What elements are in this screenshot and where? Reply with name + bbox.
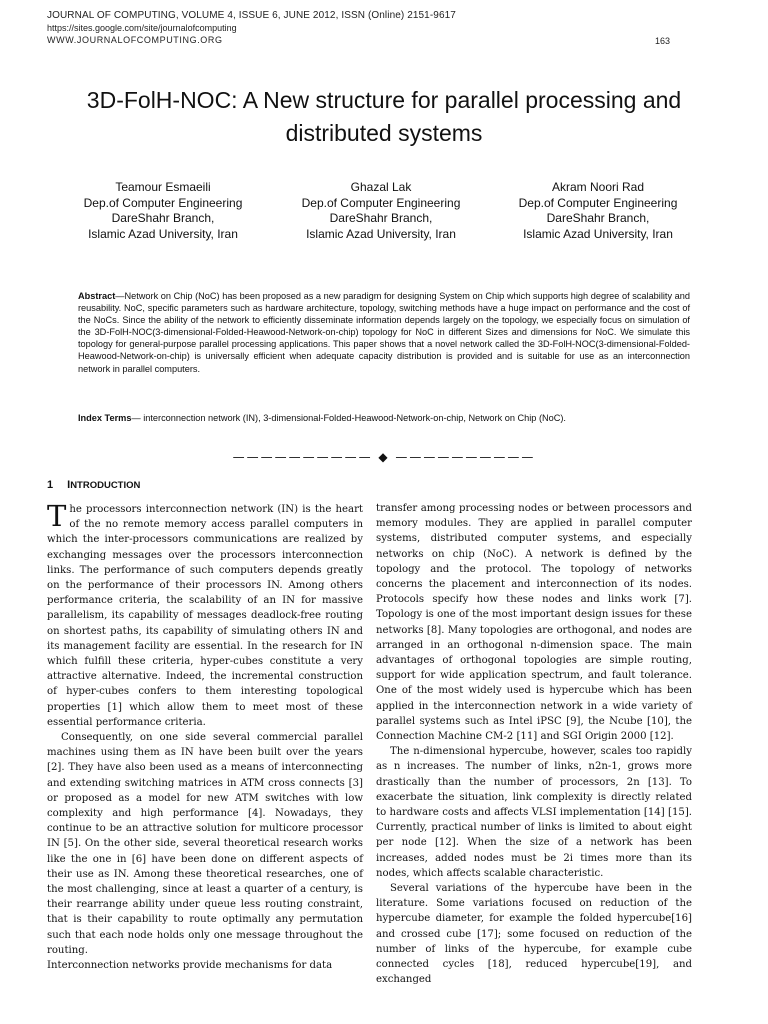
author-1 [48, 180, 278, 242]
paragraph: transfer among processing nodes or between processors and memory modules. They are applied in parallel computer systems, distributed computer systems, and especially networks on chip (NoC). A network is defined by the topology and the protocol. The topology of networks concerns the placement and interconnection of its nodes. Protocols specify how these nodes and links work [7]. Topology is one of the most important design issues for these networks [8]. Many topologies are orthogonal, and nodes are arranged in an orthogonal n-dimension space. The main advantages of orthogonal topologies are simple routing, support for wide application spectrum, and fault tolerance. One of the most widely used is hypercube which has been applied in the interconnection network in a wide variety of parallel systems such as Intel iPSC [9], the Ncube [10], the Connection Machine CM-2 [11] and SGI Origin 2000 [12]. [376, 503, 692, 743]
author-2 [266, 180, 496, 242]
paragraph: Several variations of the hypercube have been in the literature. Some variations focused on reduction of the hypercube diameter, for example the folded hypercube[16] and crossed cube [17]; some focused on reduction of the number of links of the hypercube, for example cube connected cycles [18], reduced hypercube[19], and exchanged [376, 883, 692, 986]
author-dept: Dep.of Computer Engineering [518, 195, 678, 210]
abstract-text: —Network on Chip (NoC) has been proposed as a new paradigm for designing System on Chip which supports high degree of scalability and reusability. NoC, specific parameters such as hardware architecture, topology, switching methods have a huge impact on performance and the cost of the NoCs. Since the ability of the network to efficiently disseminate information depends largely on the topology, we especially focus on simulation of the 3D-FolH-NOC(3-dimensional-Folded-Heawood-Network-on-chip) topology for NoC in different Sizes and dimensions for NoC. We simulate this topology for general-purpose parallel processing applications. This paper shows that a novel network called the 3D-FolH-NOC(3-dimensional-Folded-Heawood-Network-on-chip) is universally efficient when adequate capacity distribution is provided and is suitable for use as an interconnection network in parallel computers. [78, 291, 690, 374]
index-terms-text: — interconnection network (IN), 3-dimensional-Folded-Heawood-Network-on-chip, Network on Chip (NoC). [131, 413, 566, 423]
author-branch: DareShahr Branch, [546, 211, 650, 225]
paragraph-text: he processors interconnection network (IN) is the heart of the no remote memory access parallel computers in which the inter-processors communications are realized by exchanging messages over the processors interconnection links. The performance of such computers depends greatly on the performance of their processors IN. Among others performance criteria, the scalability of an IN for massive parallelism, its capability of messages deadlock-free routing on shortest paths, its capability of simulating others IN and its management facility are essential. In the research for IN which fulfill these criteria, hyper-cubes constitute a very attractive alternative. Indeed, the incremental construction of hyper-cubes confers to them interesting topological properties [1] which allow them to meet most of these essential performance criteria. [47, 504, 363, 728]
abstract-label: Abstract [78, 291, 116, 301]
section-heading [47, 479, 140, 491]
section-number: 1 [47, 479, 54, 491]
left-column [47, 499, 363, 973]
author-univ: Islamic Azad University, Iran [306, 226, 456, 241]
right-column [376, 501, 692, 988]
paragraph [47, 499, 363, 730]
author-name: Teamour Esmaeili [115, 180, 211, 194]
author-branch: DareShahr Branch, [111, 211, 215, 225]
author-univ: Islamic Azad University, Iran [88, 226, 238, 241]
journal-url: https://sites.google.com/site/journalofcomputing [47, 23, 237, 33]
author-3 [483, 180, 713, 242]
author-univ: Islamic Azad University, Iran [523, 226, 673, 241]
running-header [47, 10, 456, 46]
paper-title: 3D-FolH-NOC: A New structure for parallel processing and distributed systems [86, 87, 682, 146]
drop-cap: T [47, 499, 67, 533]
paragraph: The n-dimensional hypercube, however, scales too rapidly as n increases. The number of links, n2n-1, grows more drastically than the number of processors, 2n [13]. To exacerbate the situation, link complexity is directly related to hardware costs and affects VLSI implementation [14] [15]. Currently, practical number of links is limited to about eight per node [12]. When the size of a network has been increases, added nodes must be 2i times more than its nodes, which affects scalable characteristic. [376, 746, 692, 879]
journal-line: JOURNAL OF COMPUTING, VOLUME 4, ISSUE 6, JUNE 2012, ISSN (Online) 2151-9617 [47, 10, 456, 21]
journal-site: WWW.JOURNALOFCOMPUTING.ORG [47, 35, 223, 45]
author-name: Akram Noori Rad [551, 180, 645, 194]
section-title-rest: NTRODUCTION [70, 480, 141, 491]
abstract [78, 290, 690, 375]
author-dept: Dep.of Computer Engineering [301, 195, 461, 210]
index-terms-label: Index Terms [78, 413, 132, 423]
section-title-initial: I [67, 479, 71, 491]
section-separator: —————————— ◆ —————————— [232, 450, 536, 464]
paragraph: Consequently, on one side several commercial parallel machines using them as IN have been built over the years [2]. They have also been used as a means of interconnecting and extending switching matrices in ATM cross connects [3] or proposed as a model for new ATM switches with low complexity and high performance [4]. Nowadays, they continue to be an attractive solution for multicore processor IN [5]. On the other side, several theoretical research works like the one in [6] have been done on different aspects of their use as IN. Among these theoretical researches, one of the most challenging, since at least a quarter of a century, is their rearrange ability under queue less routing constraint, that is their capability to route optimally any permutation such that each node holds only one message throughout the routing. [47, 732, 363, 956]
paragraph: Interconnection networks provide mechanisms for data [47, 960, 333, 972]
author-name: Ghazal Lak [350, 180, 412, 194]
author-dept: Dep.of Computer Engineering [83, 195, 243, 210]
index-terms [78, 412, 690, 424]
page-number: 163 [654, 36, 670, 46]
author-branch: DareShahr Branch, [329, 211, 433, 225]
